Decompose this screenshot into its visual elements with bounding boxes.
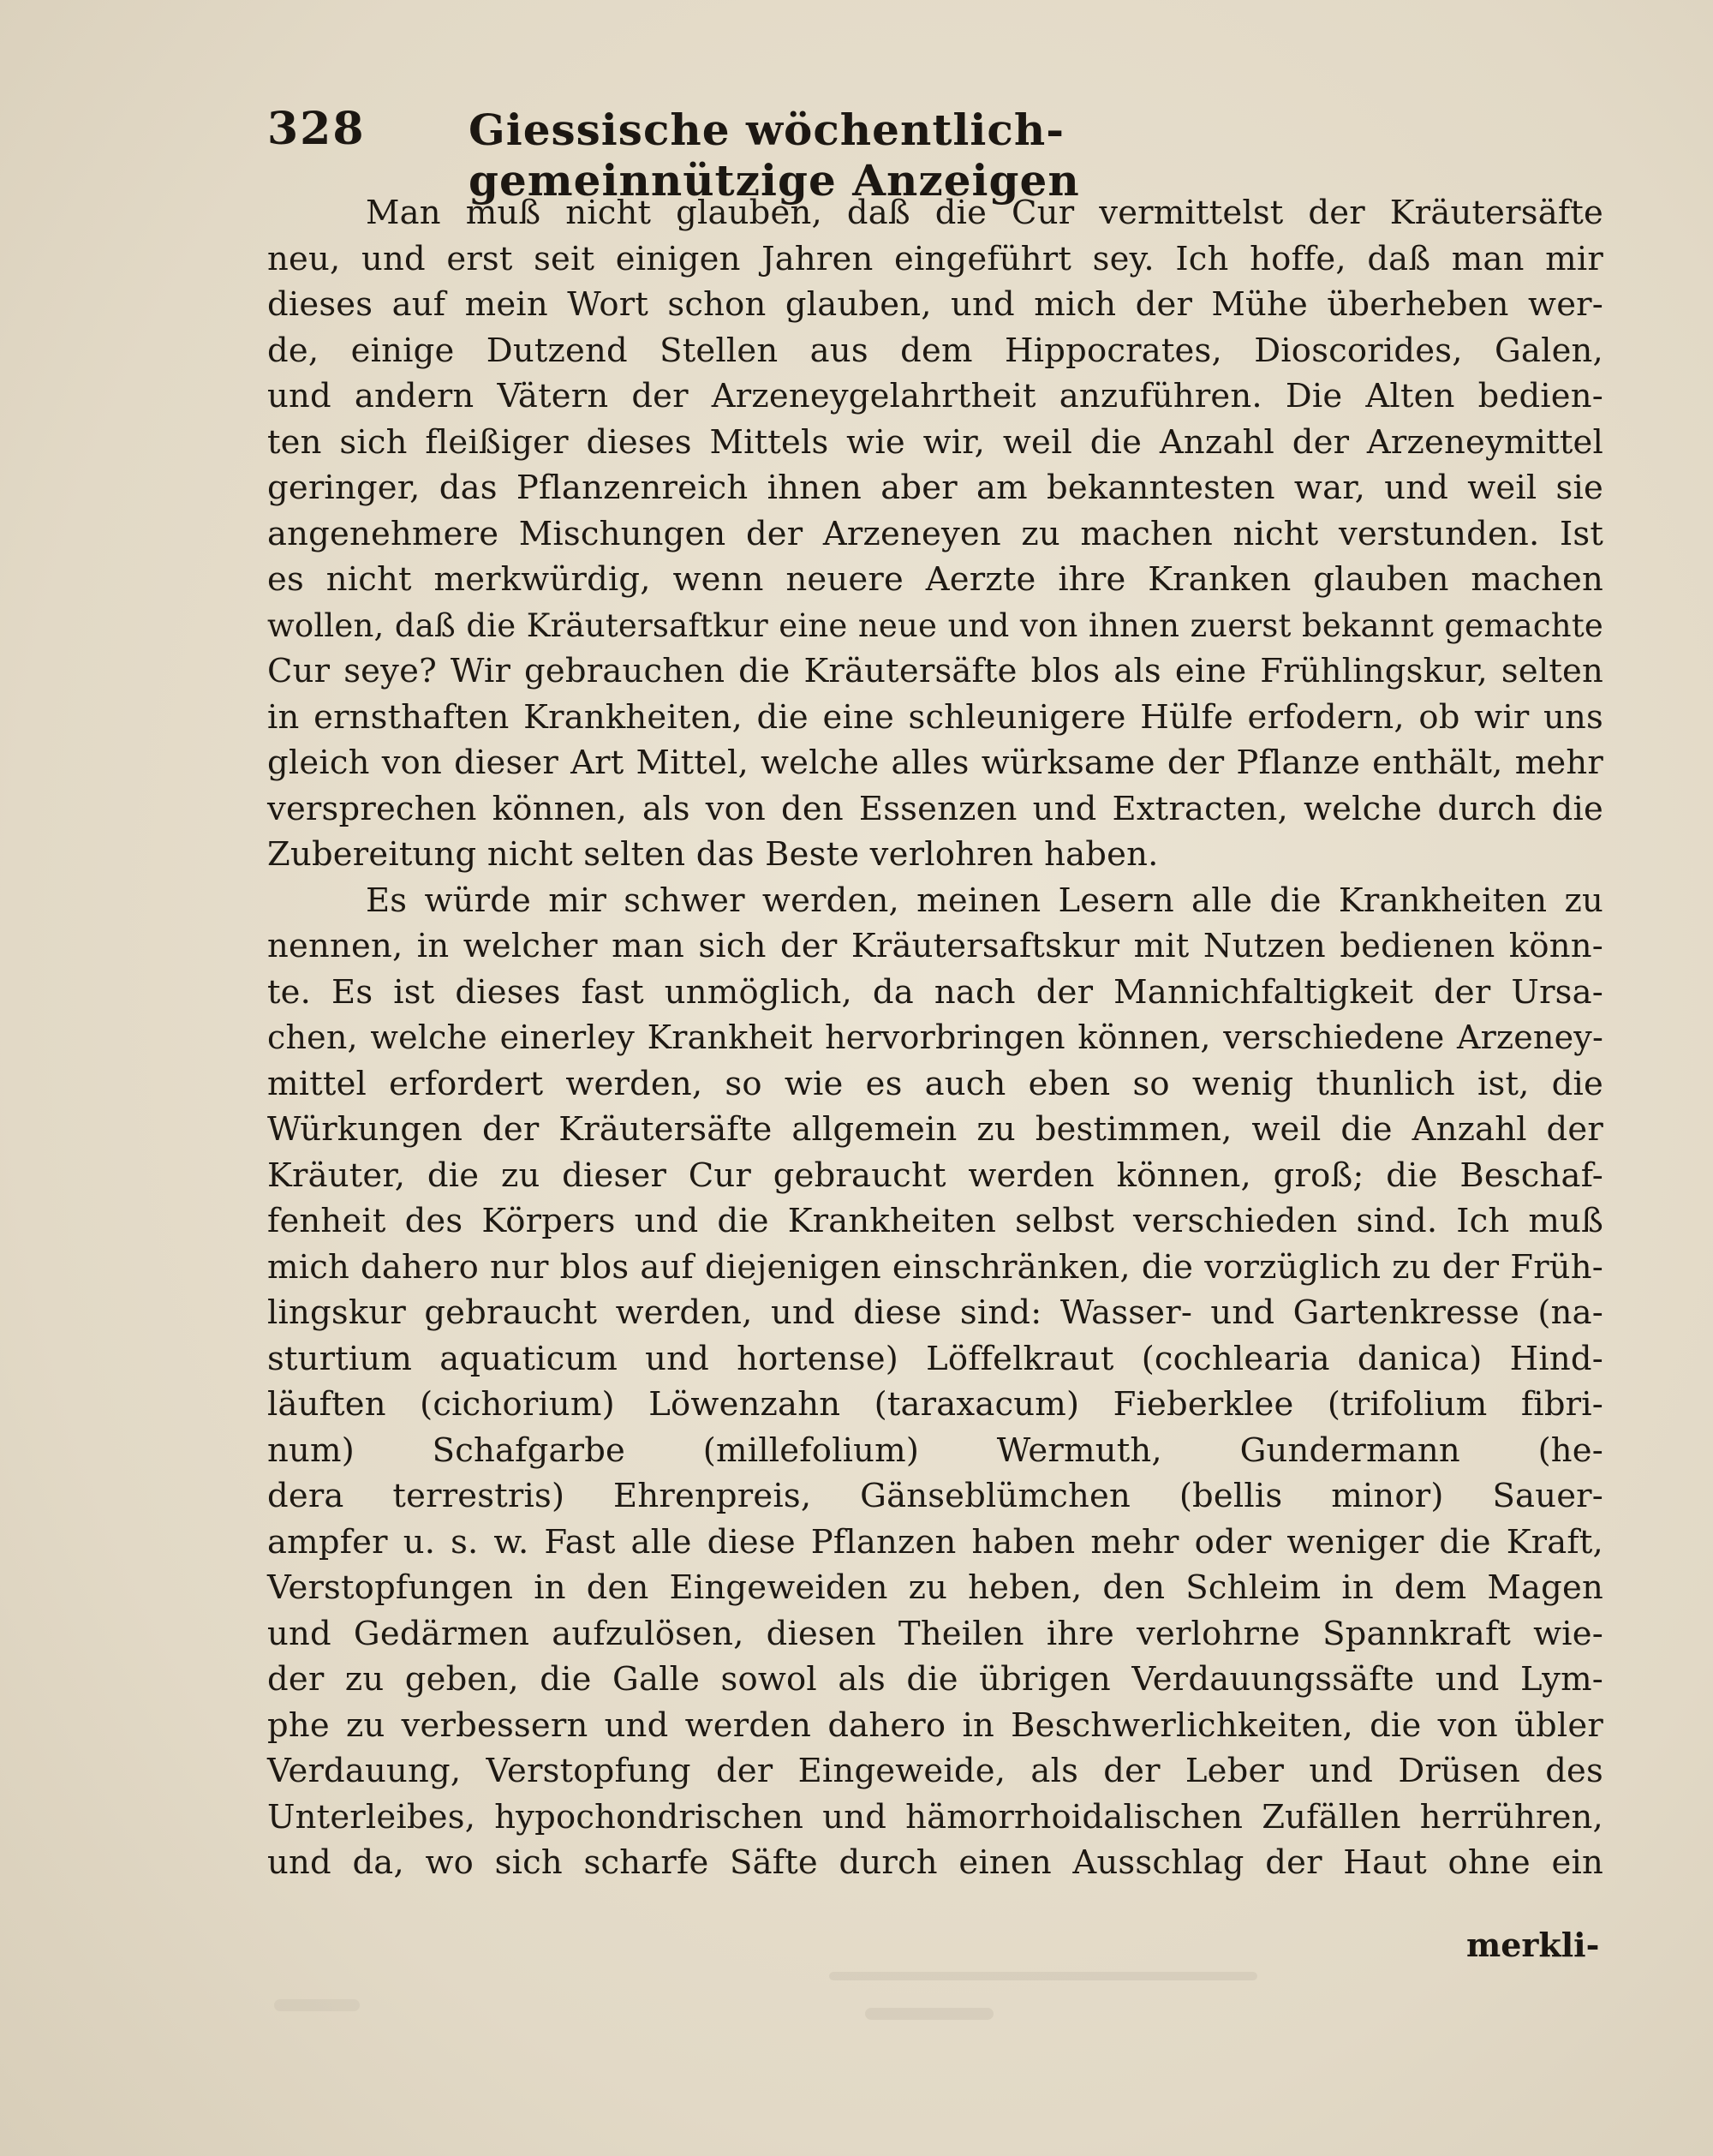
page-number: 328 (267, 103, 366, 155)
text-line: dera terrestris) Ehrenpreis, Gänseblümchen (bellis minor) Sauer- (267, 1477, 1603, 1515)
text-line: es nicht merkwürdig, wenn neuere Aerzte ihre Kranken glauben machen (267, 560, 1603, 599)
text-line: mittel erfordert werden, so wie es auch eben so wenig thunlich ist, die (267, 1064, 1603, 1103)
text-line: Verstopfungen in den Eingeweiden zu heben, den Schleim in dem Magen (267, 1568, 1603, 1607)
text-line: ten sich fleißiger dieses Mittels wie wir, weil die Anzahl der Arzeneymittel (267, 422, 1603, 462)
body-text (267, 190, 1603, 1886)
text-line: Unterleibes, hypochondrischen und hämorrhoidalischen Zufällen herrühren, (267, 1797, 1603, 1836)
text-line: lingskur gebraucht werden, und diese sind: Wasser- und Gartenkresse (na- (267, 1293, 1603, 1332)
show-through-smudge (822, 1989, 994, 2040)
text-line: versprechen können, als von den Essenzen und Extracten, welche durch die (267, 789, 1603, 828)
text-line: Cur seye? Wir gebrauchen die Kräutersäfte blos als eine Frühlingskur, selten (267, 652, 1603, 690)
text-line: neu, und erst seit einigen Jahren eingeführt sey. Ich hoffe, daß man mir (267, 239, 1603, 278)
text-line: Es würde mir schwer werden, meinen Lesern alle die Krankheiten zu (366, 881, 1603, 920)
page-header (267, 103, 1415, 206)
text-line: chen, welche einerley Krankheit hervorbringen können, verschiedene Arzeney- (267, 1018, 1603, 1056)
text-line: de, einige Dutzend Stellen aus dem Hippocrates, Dioscorides, Galen, (267, 331, 1603, 370)
text-line: läuften (cichorium) Löwenzahn (taraxacum) Fieberklee (trifolium fibri- (267, 1385, 1603, 1424)
text-line: Man muß nicht glauben, daß die Cur vermittelst der Kräutersäfte (366, 194, 1603, 232)
text-line: Zubereitung nicht selten das Beste verlohren haben. (267, 835, 1159, 874)
text-line: dieses auf mein Wort schon glauben, und mich der Mühe überheben wer- (267, 285, 1603, 324)
catchword: merkli- (1466, 1926, 1600, 1964)
text-line: fenheit des Körpers und die Krankheiten selbst verschieden sind. Ich muß (267, 1202, 1603, 1240)
running-title: Giessische wöchentlich-gemeinnützige Anzeigen (469, 105, 1080, 206)
text-line: angenehmere Mischungen der Arzeneyen zu machen nicht verstunden. Ist (267, 514, 1603, 553)
text-line: und Gedärmen aufzulösen, diesen Theilen ihre verlohrne Spannkraft wie- (267, 1614, 1603, 1653)
text-line: und da, wo sich scharfe Säfte durch einen Ausschlag der Haut ohne ein (267, 1843, 1603, 1882)
text-line: wollen, daß die Kräutersaftkur eine neue und von ihnen zuerst bekannt gemachte (267, 606, 1603, 644)
text-line: geringer, das Pflanzenreich ihnen aber am bekanntesten war, und weil sie (267, 469, 1603, 507)
text-line: und andern Vätern der Arzeneygelahrtheit anzuführen. Die Alten bedien- (267, 377, 1603, 415)
text-line: mich dahero nur blos auf diejenigen einschränken, die vorzüglich zu der Früh- (267, 1247, 1603, 1287)
text-line: num) Schafgarbe (millefolium) Wermuth, Gundermann (he- (267, 1430, 1603, 1470)
text-line: Kräuter, die zu dieser Cur gebraucht werden können, groß; die Beschaf- (267, 1156, 1603, 1195)
text-line: gleich von dieser Art Mittel, welche alles würksame der Pflanze enthält, mehr (267, 744, 1603, 782)
text-line: phe zu verbessern und werden dahero in Beschwerlichkeiten, die von übler (267, 1705, 1603, 1745)
text-line: Verdauung, Verstopfung der Eingeweide, als der Leber und Drüsen des (267, 1752, 1603, 1790)
text-line: te. Es ist dieses fast unmöglich, da nach der Mannichfaltigkeit der Ursa- (267, 972, 1603, 1012)
text-line: der zu geben, die Galle sowol als die übrigen Verdauungssäfte und Lym- (267, 1660, 1603, 1699)
text-line: sturtium aquaticum und hortense) Löffelkraut (cochlearia danica) Hind- (267, 1339, 1603, 1378)
text-line: ampfer u. s. w. Fast alle diese Pflanzen haben mehr oder weniger die Kraft, (267, 1522, 1603, 1562)
text-line: Würkungen der Kräutersäfte allgemein zu bestimmen, weil die Anzahl der (267, 1110, 1603, 1149)
text-line: in ernsthaften Krankheiten, die eine schleunigere Hülfe erfodern, ob wir uns (267, 697, 1603, 737)
show-through-smudge (257, 1980, 360, 2032)
text-line: nennen, in welcher man sich der Kräutersaftskur mit Nutzen bedienen könn- (267, 927, 1603, 965)
